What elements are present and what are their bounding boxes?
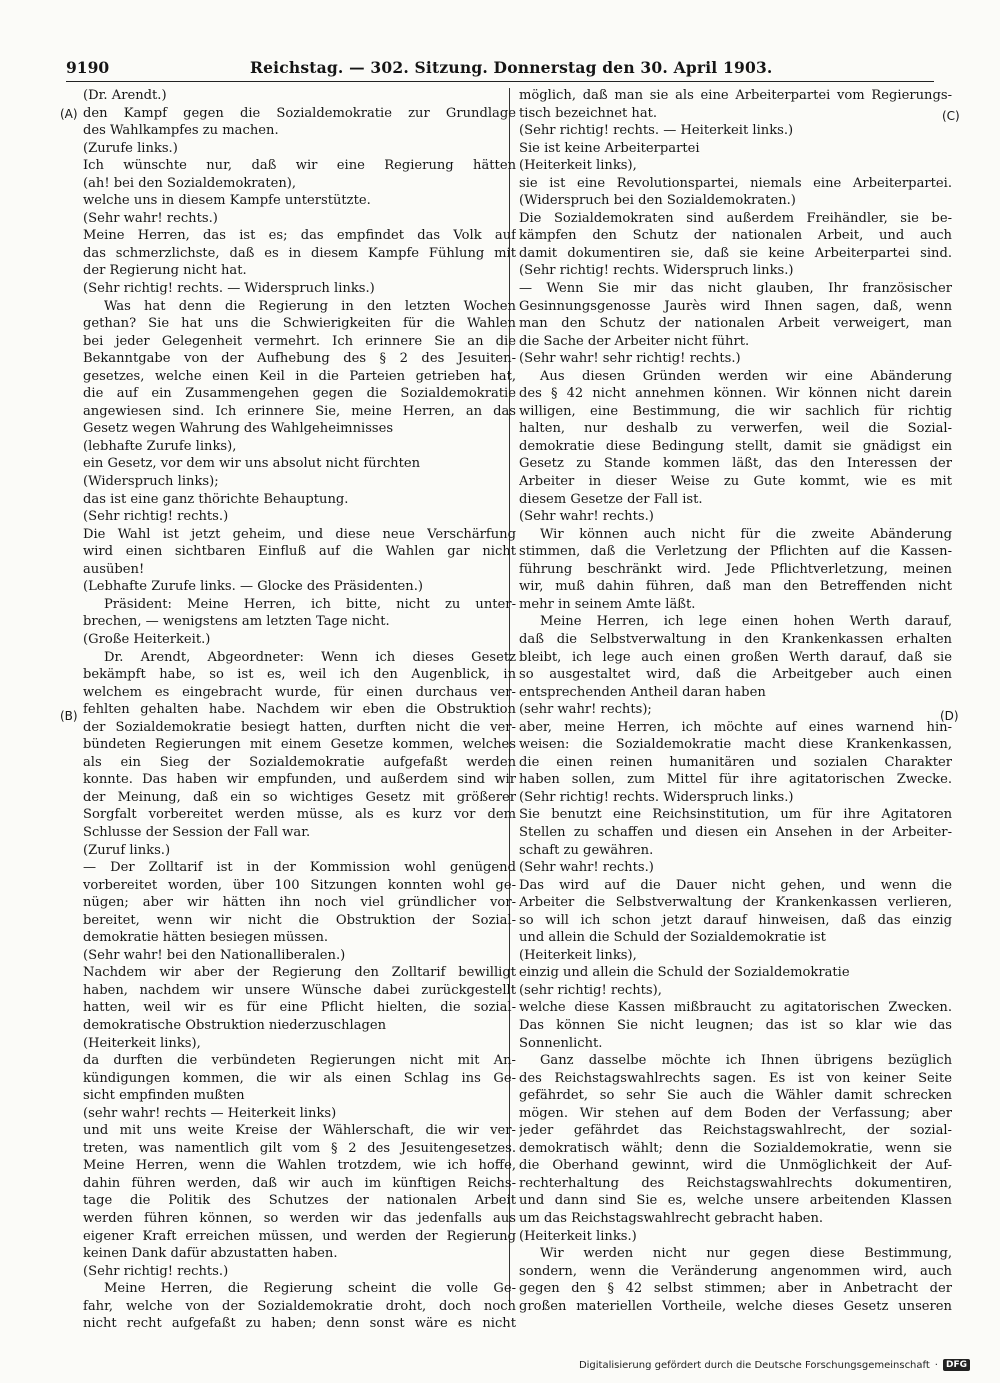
text-line: willigen, eine Bestimmung, die wir sachlich für richtig — [519, 403, 952, 419]
text-line: (Sehr richtig! rechts.) — [83, 509, 229, 525]
text-line: schaft zu gewähren. — [519, 842, 654, 858]
text-line: da durften die verbündeten Regierungen nicht mit An- — [83, 1053, 516, 1069]
running-title: Reichstag. — 302. Sitzung. Donnerstag den 30. April 1903. — [250, 58, 773, 77]
text-line: (Zuruf links.) — [83, 842, 171, 858]
text-line: Ganz dasselbe möchte ich Ihnen übrigens bezüglich — [539, 1053, 952, 1069]
text-line: demokratie hätten besiegen müssen. — [83, 930, 329, 946]
text-line: die auf ein Zusammengehen gegen die Sozialdemokratie — [83, 386, 516, 402]
dfg-logo-icon: DFG — [943, 1359, 970, 1371]
text-line: kündigungen kommen, die wir als einen Schlag ins Ge- — [83, 1070, 516, 1086]
right-column — [519, 87, 952, 1315]
text-line: aber, meine Herren, ich möchte auf eines warnend hin- — [519, 719, 952, 735]
text-line: (Sehr richtig! rechts. — Widerspruch links.) — [83, 281, 375, 297]
text-line: des Reichstagswahlrechts sagen. Es ist von keiner Seite — [519, 1070, 952, 1086]
text-line: gethan? Sie hat uns die Schwierigkeiten für die Wahlen — [83, 316, 516, 332]
text-line: Sorgfalt vorbereitet werden müsse, als es kurz vor dem — [83, 807, 516, 823]
text-line: angewiesen sind. Ich erinnere Sie, meine Herren, an das — [83, 403, 516, 419]
text-line: konnte. Das haben wir empfunden, und außerdem sind wir — [83, 772, 516, 788]
footer: Digitalisierung gefördert durch die Deutsche Forschungsgemeinschaft · DFG — [579, 1359, 970, 1371]
text-line: (Heiterkeit links), — [83, 1035, 201, 1051]
text-line: einzig und allein die Schuld der Sozialdemokratie — [519, 965, 850, 981]
page-number: 9190 — [66, 58, 110, 77]
text-line: Gesetz wegen Wahrung des Wahlgeheimnisses — [83, 421, 394, 437]
text-line: und dann sind Sie es, welche unsere arbeitenden Klassen — [519, 1193, 952, 1209]
text-line: die Oberhand gewinnt, wird die Unmöglichkeit der Auf- — [519, 1158, 952, 1174]
text-line: bei jeder Gelegenheit vermehrt. Ich erinnere Sie an die — [83, 333, 516, 349]
text-line: Das wird auf die Dauer nicht gehen, und wenn die — [519, 877, 952, 893]
text-line: gegen den § 42 selbst stimmen; aber in Anbetracht der — [519, 1281, 952, 1297]
text-line: werden führen können, so werden wir das jedenfalls aus — [83, 1211, 516, 1226]
text-line: Wir können auch nicht für die zweite Abänderung — [539, 526, 952, 542]
text-line: Meine Herren, die Regierung scheint die volle Ge- — [103, 1281, 516, 1297]
text-line: weisen: die Sozialdemokratie macht diese Krankenkassen, — [519, 737, 952, 753]
text-line: und mit uns weite Kreise der Wählerschaft, die wir ver- — [83, 1123, 516, 1139]
text-line: den Kampf gegen die Sozialdemokratie zur Grundlage — [83, 105, 516, 121]
text-line: Arbeiter die Selbstverwaltung der Krankenkassen verlieren, — [519, 895, 952, 911]
margin-marker-b: (B) — [60, 709, 78, 723]
text-line: nicht recht aufgefaßt zu haben; denn sonst wäre es nicht — [83, 1316, 516, 1332]
text-line: demokratie diese Bedingung stellt, damit sie gnädigst ein — [519, 438, 952, 454]
text-line: Sonnenlicht. — [519, 1035, 603, 1051]
text-line: Bekanntgabe von der Aufhebung des § 2 des Jesuiten- — [83, 351, 516, 367]
text-line: Dr. Arendt, Abgeordneter: Wenn ich dieses Gesetz — [103, 649, 516, 665]
text-line: (Heiterkeit links.) — [519, 1228, 637, 1244]
text-line: Gesinnungsgenosse Jaurès wird Ihnen sagen, daß, wenn — [519, 298, 952, 314]
text-line: der Sozialdemokratie besiegt hatten, durften nicht die ver- — [83, 719, 516, 735]
text-line: (Sehr wahr! rechts.) — [83, 210, 218, 226]
text-line: Was hat denn die Regierung in den letzten Wochen — [103, 298, 516, 314]
text-line: der Regierung nicht hat. — [83, 263, 247, 279]
text-line: (Dr. Arendt.) — [83, 88, 167, 103]
text-line: — Wenn Sie mir das nicht glauben, Ihr französischer — [519, 281, 952, 297]
text-line: — Der Zolltarif ist in der Kommission wohl genügend — [83, 860, 516, 876]
text-line: (Sehr richtig! rechts. — Heiterkeit links.) — [519, 123, 794, 139]
text-line: sicht empfinden mußten — [83, 1088, 245, 1104]
text-line: die einen reinen humanitären und sozialen Charakter — [519, 754, 952, 770]
text-line: gefährdet, so sehr Sie auch die Wähler damit schrecken — [519, 1088, 952, 1104]
text-line: des § 42 nicht annehmen können. Wir können nicht darein — [519, 386, 952, 402]
text-line: (sehr richtig! rechts), — [519, 982, 662, 998]
text-line: demokratische Obstruktion niederzuschlagen — [83, 1017, 387, 1033]
text-line: bereitet, wenn wir nicht die Obstruktion der Sozial- — [83, 912, 516, 928]
text-line: Wir werden nicht nur gegen diese Bestimmung, — [539, 1246, 952, 1262]
text-line: (Sehr wahr! rechts.) — [519, 860, 654, 876]
text-line: (Sehr richtig! rechts.) — [83, 1263, 229, 1279]
text-line: Stellen zu schaffen und diesen ein Ansehen in der Arbeiter- — [519, 824, 952, 840]
text-line: (Widerspruch bei den Sozialdemokraten.) — [519, 193, 796, 209]
text-line: so ausgestaltet wird, daß die Arbeitgeber auch einen — [519, 667, 952, 683]
text-line: ein Gesetz, vor dem wir uns absolut nicht fürchten — [83, 456, 421, 472]
text-line: so will ich schon jetzt darauf hinweisen, daß das einzig — [519, 912, 952, 928]
text-line: (lebhafte Zurufe links), — [83, 438, 237, 454]
text-line: sondern, wenn die Veränderung angenommen wird, auch — [519, 1263, 952, 1279]
text-line: hatten, weil wir es für eine Pflicht hielten, die sozial- — [83, 1000, 516, 1016]
text-line: vorbereitet worden, über 100 Sitzungen konnten wohl ge- — [83, 877, 516, 893]
text-line: bündeten Regierungen mit einem Gesetze kommen, welches — [83, 737, 516, 753]
text-line: das ist eine ganz thörichte Behauptung. — [83, 491, 349, 507]
text-line: Das können Sie nicht leugnen; das ist so klar wie das — [519, 1017, 952, 1033]
text-line: ausüben! — [83, 561, 145, 577]
text-line: welchem es eingebracht wurde, für einen durchaus ver- — [83, 684, 516, 700]
text-line: bekämpft habe, so ist es, weil ich den Augenblick, in — [83, 667, 516, 683]
text-line: Meine Herren, ich lege einen hohen Werth darauf, — [539, 614, 952, 630]
text-line: Meine Herren, wenn die Wahlen trotzdem, wie ich hoffe, — [83, 1158, 516, 1174]
text-line: wir, muß dahin führen, daß man den Betreffenden nicht — [519, 579, 952, 595]
text-line: entsprechenden Antheil daran haben — [519, 684, 766, 700]
text-line: fahr, welche von der Sozialdemokratie droht, doch noch — [83, 1298, 516, 1314]
page-header — [66, 56, 934, 82]
text-line: Präsident: Meine Herren, ich bitte, nicht zu unter- — [103, 596, 516, 612]
text-line: großen materiellen Vortheile, welche dieses Gesetz unseren — [519, 1298, 952, 1314]
text-line: (Heiterkeit links), — [519, 947, 637, 963]
text-line: mehr in seinem Amte läßt. — [519, 596, 696, 612]
text-line: (Heiterkeit links), — [519, 158, 637, 174]
text-line: daß die Selbstverwaltung in den Krankenkassen erhalten — [519, 631, 952, 647]
text-line: um das Reichstagswahlrecht gebracht haben. — [519, 1211, 824, 1226]
text-line: (Sehr wahr! sehr richtig! rechts.) — [519, 351, 741, 367]
text-line: demokratisch wählt; denn die Sozialdemokratie, wenn sie — [519, 1140, 952, 1156]
text-line: Die Sozialdemokraten sind außerdem Freihändler, sie be- — [519, 210, 952, 226]
text-line: mögen. Wir stehen auf dem Boden der Verfassung; aber — [519, 1105, 952, 1121]
text-line: führung beschränkt wird. Jede Pflichtverletzung, meinen — [519, 561, 952, 577]
text-line: nügen; aber wir hätten ihn noch viel gründlicher vor- — [83, 895, 516, 911]
text-line: stimmen, daß die Verletzung der Pflichten auf die Kassen- — [519, 544, 952, 560]
text-line: kämpfen den Schutz der nationalen Arbeit, und auch — [519, 228, 952, 244]
text-line: Die Wahl ist jetzt geheim, und diese neue Verschärfung — [83, 526, 516, 542]
text-line: treten, was namentlich gilt vom § 2 des Jesuitengesetzes. — [83, 1140, 516, 1156]
header-rule — [66, 81, 934, 82]
text-line: Ich wünschte nur, daß wir eine Regierung hätten — [83, 158, 516, 174]
text-line: jeder gefährdet das Reichstagswahlrecht, der sozial- — [519, 1123, 952, 1139]
text-line: als ein Sieg der Sozialdemokratie aufgefaßt werden — [83, 754, 516, 770]
footer-credit: Digitalisierung gefördert durch die Deutsche Forschungsgemeinschaft — [578, 1359, 930, 1371]
text-line: Meine Herren, das ist es; das empfindet das Volk auf — [83, 228, 516, 244]
text-line: haben sollen, zum Mittel für ihre agitatorischen Zwecke. — [519, 772, 952, 788]
text-line: haben, nachdem wir unsere Wünsche dabei zurückgestellt — [83, 982, 516, 998]
text-line: Gesetz zu Stande kommen läßt, das den Interessen der — [519, 456, 952, 472]
text-line: Schlusse der Session der Fall war. — [83, 824, 311, 840]
text-line: welche diese Kassen mißbraucht zu agitatorischen Zwecken. — [519, 1000, 952, 1016]
text-line: keinen Dank dafür abzustatten haben. — [83, 1246, 338, 1262]
text-line: tage die Politik des Schutzes der nationalen Arbeit — [83, 1193, 516, 1209]
text-line: das schmerzlichste, daß es in diesem Kampfe Fühlung mit — [83, 245, 516, 261]
text-line: halten, nur deshalb zu verwerfen, weil die Sozial- — [519, 421, 952, 437]
text-line: (Widerspruch links); — [83, 474, 219, 490]
margin-marker-a: (A) — [60, 107, 78, 121]
text-line: (sehr wahr! rechts); — [519, 702, 652, 718]
text-line: (ah! bei den Sozialdemokraten), — [83, 175, 297, 191]
text-line: (Große Heiterkeit.) — [83, 631, 211, 647]
text-line: welche uns in diesem Kampfe unterstützte. — [83, 193, 371, 209]
text-line: Arbeiter in dieser Weise zu Gute kommt, wie es mit — [519, 474, 952, 490]
text-line: dahin führen werden, daß wir auch im künftigen Reichs- — [83, 1175, 516, 1191]
text-line: der Meinung, daß ein so wichtiges Gesetz mit größerer — [83, 789, 516, 805]
margin-marker-d: (D) — [940, 709, 959, 723]
text-line: brechen, — wenigstens am letzten Tage nicht. — [83, 614, 390, 630]
text-line: des Wahlkampfes zu machen. — [83, 123, 279, 139]
text-line: Aus diesen Gründen werden wir eine Abänderung — [539, 368, 952, 384]
text-line: Sie ist keine Arbeiterpartei — [519, 140, 700, 156]
text-line: Nachdem wir aber der Regierung den Zolltarif bewilligt — [83, 965, 516, 981]
text-line: fehlten gehalten habe. Nachdem wir eben die Obstruktion — [83, 702, 516, 718]
text-line: (Sehr richtig! rechts. Widerspruch links.) — [519, 263, 794, 279]
text-line: sie ist eine Revolutionspartei, niemals eine Arbeiterpartei. — [519, 175, 952, 191]
text-line: tisch bezeichnet hat. — [519, 105, 658, 121]
text-line: man den Schutz der nationalen Arbeit verweigert, man — [519, 316, 952, 332]
text-line: (Zurufe links.) — [83, 140, 178, 156]
text-line: wird einen sichtbaren Einfluß auf die Wahlen gar nicht — [83, 544, 516, 560]
text-line: Sie benutzt eine Reichsinstitution, um für ihre Agitatoren — [519, 807, 952, 823]
text-line: bleibt, ich lege auch einen großen Werth darauf, daß sie — [519, 649, 952, 665]
text-line: gesetzes, welche einen Keil in die Parteien getrieben hat, — [83, 368, 516, 384]
text-line: (Lebhafte Zurufe links. — Glocke des Präsidenten.) — [83, 579, 423, 595]
text-line: (Sehr wahr! bei den Nationalliberalen.) — [83, 947, 346, 963]
text-line: (Sehr wahr! rechts.) — [519, 509, 654, 525]
text-line: und allein die Schuld der Sozialdemokratie ist — [519, 930, 826, 946]
left-column — [83, 87, 516, 1333]
text-line: möglich, daß man sie als eine Arbeiterpartei vom Regierungs- — [519, 88, 952, 103]
margin-marker-c: (C) — [942, 109, 960, 123]
text-line: die Sache der Arbeiter nicht führt. — [519, 333, 750, 349]
text-line: eigener Kraft erreichen müssen, und werden der Regierung — [83, 1228, 516, 1244]
text-line: (Sehr richtig! rechts. Widerspruch links.) — [519, 789, 794, 805]
text-line: rechterhaltung des Reichstagswahlrechts dokumentiren, — [519, 1175, 952, 1191]
text-line: damit dokumentiren sie, daß sie keine Arbeiterpartei sind. — [519, 245, 952, 261]
text-line: (sehr wahr! rechts — Heiterkeit links) — [83, 1105, 337, 1121]
text-line: diesem Gesetze der Fall ist. — [519, 491, 703, 507]
